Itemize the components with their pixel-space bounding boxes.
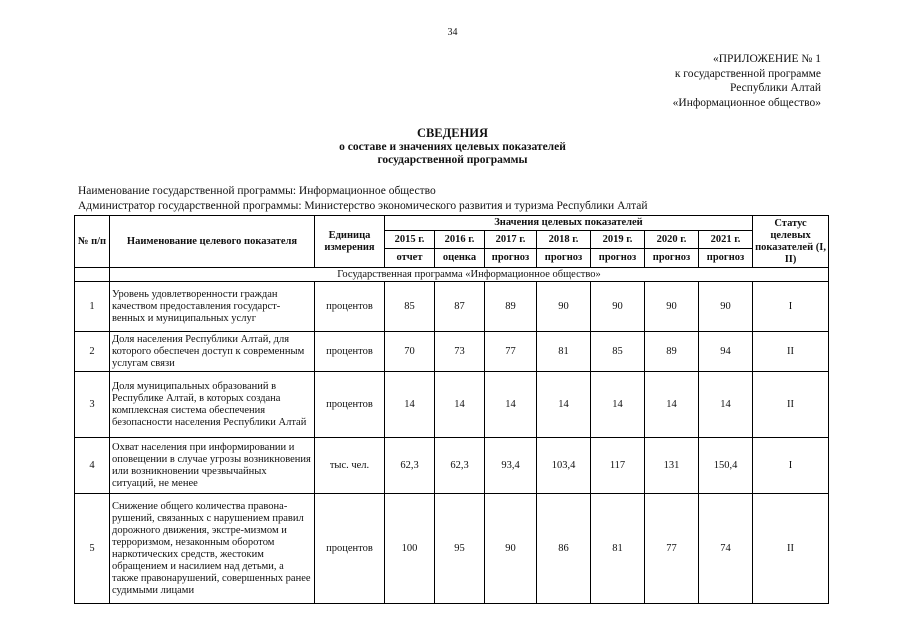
table-row xyxy=(75,332,829,372)
document-subtitle-2: государственной программы xyxy=(377,154,528,166)
row-value: 14 xyxy=(385,372,435,438)
row-value: 86 xyxy=(537,494,591,604)
row-value: 14 xyxy=(591,372,645,438)
row-value: 95 xyxy=(435,494,485,604)
row-value: 85 xyxy=(385,282,435,332)
row-value: 90 xyxy=(591,282,645,332)
row-value: 100 xyxy=(385,494,435,604)
program-name: Наименование государственной программы: Информационное общество xyxy=(78,185,436,197)
row-value: 77 xyxy=(485,332,537,372)
header-year: 2018 г. xyxy=(537,231,591,249)
row-value: 90 xyxy=(645,282,699,332)
header-kind: отчет xyxy=(385,249,435,268)
row-num: 4 xyxy=(75,438,110,494)
row-num: 5 xyxy=(75,494,110,604)
row-value: 150,4 xyxy=(699,438,753,494)
row-value: 93,4 xyxy=(485,438,537,494)
row-num: 1 xyxy=(75,282,110,332)
header-year: 2015 г. xyxy=(385,231,435,249)
header-indicator-name: Наименование целевого показателя xyxy=(110,216,315,268)
row-unit: процентов xyxy=(315,282,385,332)
document-subtitle-1: о составе и значениях целевых показателей xyxy=(339,140,566,153)
row-unit: тыс. чел. xyxy=(315,438,385,494)
row-value: 77 xyxy=(645,494,699,604)
document-heading xyxy=(0,127,905,168)
row-unit: процентов xyxy=(315,494,385,604)
row-value: 85 xyxy=(591,332,645,372)
row-value: 81 xyxy=(591,494,645,604)
row-indicator-name: Уровень удовлетворенности граждан качеством предоставления государст-венных и муниципальных услуг xyxy=(110,282,315,332)
section-row xyxy=(75,268,829,282)
table-row xyxy=(75,438,829,494)
row-value: 74 xyxy=(699,494,753,604)
row-value: 14 xyxy=(537,372,591,438)
section-empty-cell xyxy=(75,268,110,282)
row-indicator-name: Снижение общего количества правона-рушений, связанных с нарушением правил дорожного движения, экстре-мизмом и терроризмом, незаконным оборотом наркотических средств, жестоким обращением и насилием над детьми, а также правонарушений, совершенных ранее судимыми лицами xyxy=(110,494,315,604)
appendix-line-3: Республики Алтай xyxy=(729,82,821,94)
row-status: II xyxy=(753,372,829,438)
appendix-line-2: к государственной программе xyxy=(674,67,821,80)
header-kind: прогноз xyxy=(485,249,537,268)
header-kind: прогноз xyxy=(591,249,645,268)
header-kind: прогноз xyxy=(699,249,753,268)
row-value: 73 xyxy=(435,332,485,372)
section-title: Государственная программа «Информационное общество» xyxy=(110,268,829,282)
row-value: 90 xyxy=(699,282,753,332)
row-unit: процентов xyxy=(315,372,385,438)
header-values-group: Значения целевых показателей xyxy=(385,216,753,231)
row-status: I xyxy=(753,438,829,494)
appendix-line-4: «Информационное общество» xyxy=(672,96,821,109)
appendix-block xyxy=(673,52,821,110)
table-row xyxy=(75,282,829,332)
row-value: 90 xyxy=(537,282,591,332)
row-indicator-name: Доля населения Республики Алтай, для которого обеспечен доступ к современным услугам связи xyxy=(110,332,315,372)
row-value: 94 xyxy=(699,332,753,372)
header-year: 2019 г. xyxy=(591,231,645,249)
row-value: 70 xyxy=(385,332,435,372)
row-indicator-name: Охват населения при информировании и оповещении в случае угрозы возникновения или возникновении чрезвычайных ситуаций, не менее xyxy=(110,438,315,494)
header-num: № п/п xyxy=(75,216,110,268)
row-value: 131 xyxy=(645,438,699,494)
header-unit: Единица измерения xyxy=(315,216,385,268)
table-row xyxy=(75,372,829,438)
row-value: 103,4 xyxy=(537,438,591,494)
row-value: 14 xyxy=(699,372,753,438)
row-value: 14 xyxy=(485,372,537,438)
header-year: 2017 г. xyxy=(485,231,537,249)
header-year: 2021 г. xyxy=(699,231,753,249)
program-administrator: Администратор государственной программы: Министерство экономического развития и туризма Республики Алтай xyxy=(78,200,648,212)
header-kind: оценка xyxy=(435,249,485,268)
row-value: 87 xyxy=(435,282,485,332)
page-number: 34 xyxy=(447,27,458,38)
header-status: Статус целевых показателей (I, II) xyxy=(753,216,829,268)
row-value: 14 xyxy=(435,372,485,438)
row-num: 3 xyxy=(75,372,110,438)
row-value: 89 xyxy=(645,332,699,372)
row-unit: процентов xyxy=(315,332,385,372)
row-value: 81 xyxy=(537,332,591,372)
row-status: I xyxy=(753,282,829,332)
row-value: 62,3 xyxy=(385,438,435,494)
row-value: 62,3 xyxy=(435,438,485,494)
row-value: 117 xyxy=(591,438,645,494)
row-status: II xyxy=(753,332,829,372)
row-value: 89 xyxy=(485,282,537,332)
row-value: 90 xyxy=(485,494,537,604)
table-row xyxy=(75,494,829,604)
header-kind: прогноз xyxy=(537,249,591,268)
header-year: 2020 г. xyxy=(645,231,699,249)
header-year: 2016 г. xyxy=(435,231,485,249)
row-num: 2 xyxy=(75,332,110,372)
header-kind: прогноз xyxy=(645,249,699,268)
indicators-table xyxy=(74,215,829,604)
document-title: СВЕДЕНИЯ xyxy=(416,126,489,140)
appendix-line-1: «ПРИЛОЖЕНИЕ № 1 xyxy=(712,53,821,65)
row-value: 14 xyxy=(645,372,699,438)
row-indicator-name: Доля муниципальных образований в Республике Алтай, в которых создана комплексная система обеспечения безопасности населения Республики Алтай xyxy=(110,372,315,438)
row-status: II xyxy=(753,494,829,604)
